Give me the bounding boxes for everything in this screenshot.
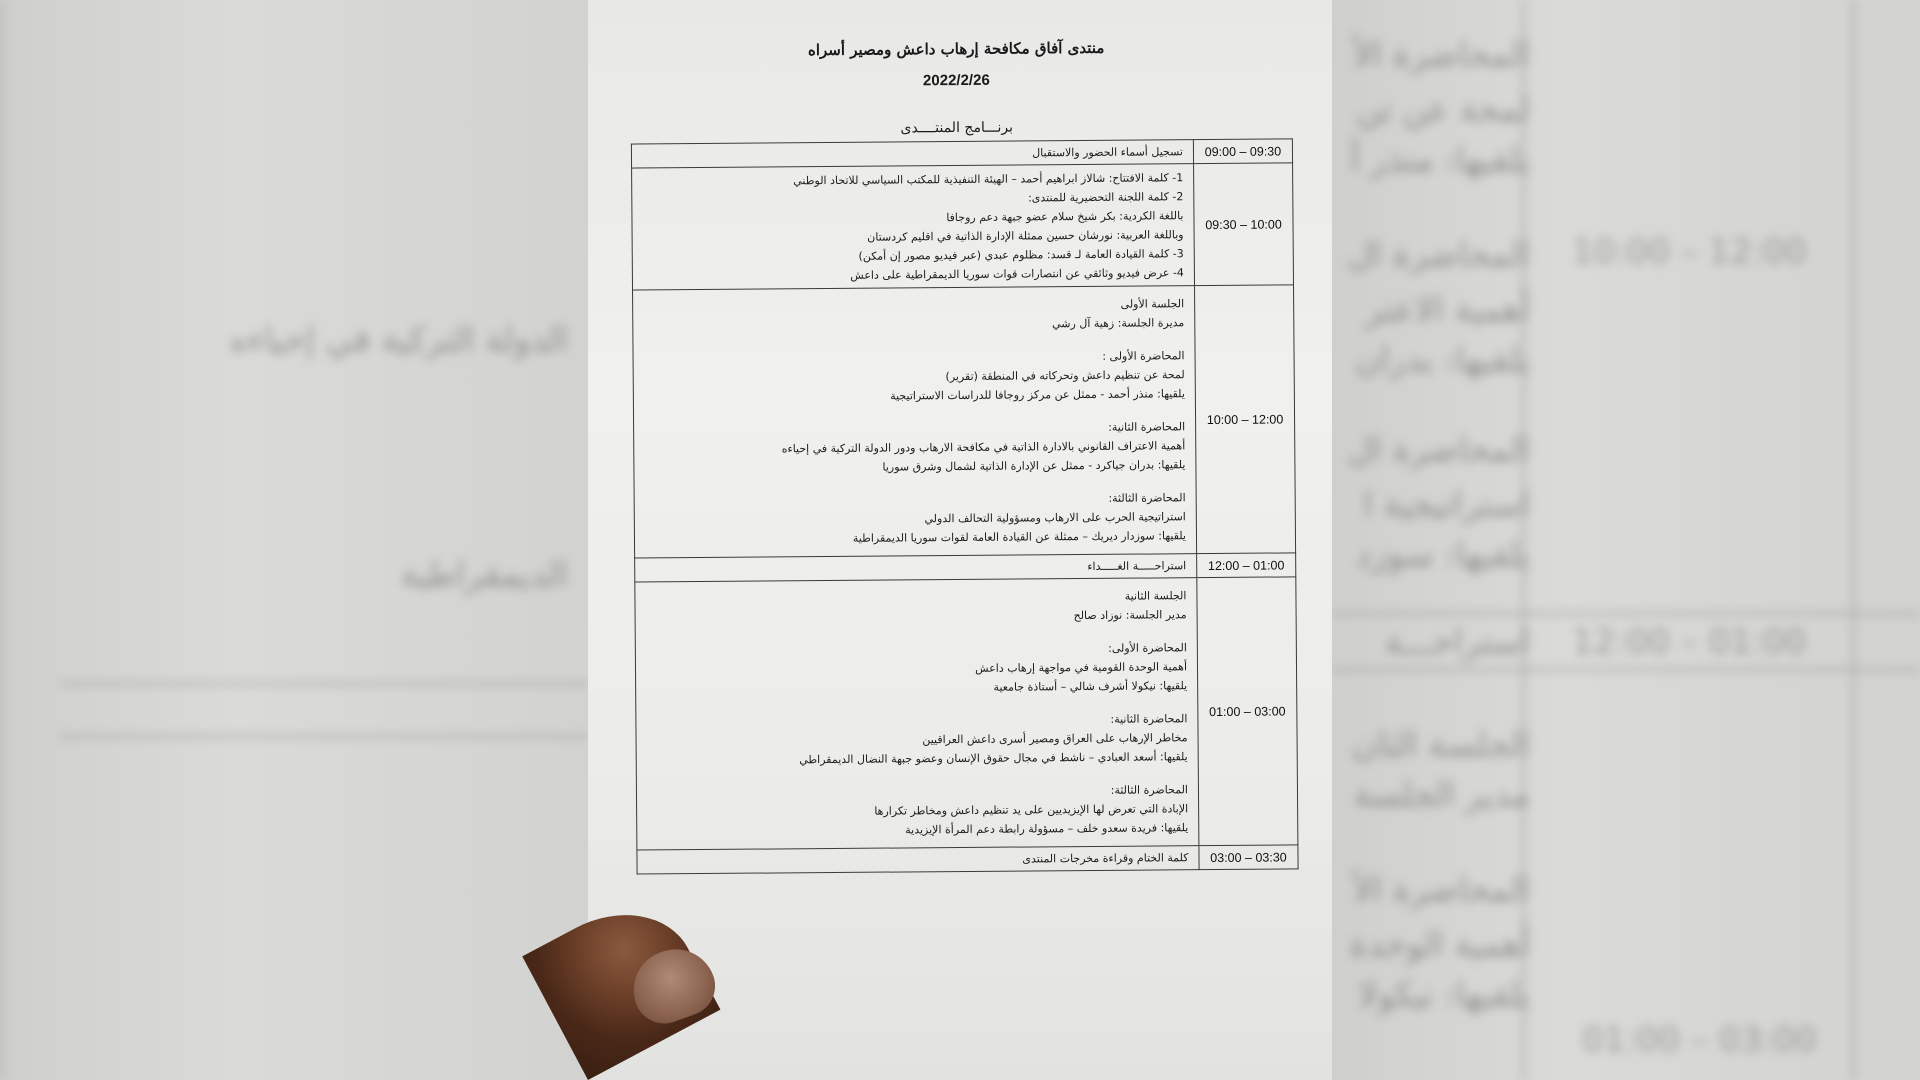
content-line: استراحـــــة الغـــــداء <box>1087 559 1187 574</box>
content-line: يلقيها: أسعد العبادي – ناشط في مجال حقوق الإنسان وعضو جبهة النضال الديمقراطي <box>799 750 1188 767</box>
background-table-line <box>60 735 588 738</box>
background-text: استراحـــة <box>1384 622 1530 662</box>
program-document <box>588 0 1332 1080</box>
content-line: تسجيل أسماء الحضور والاستقبال <box>1032 145 1184 160</box>
document-title: منتدى آفاق مكافحة إرهاب داعش ومصير أسراه <box>807 38 1105 60</box>
document-date: 2022/2/26 <box>922 71 990 90</box>
content-line: يلقيها: منذر أحمد - ممثل عن مركز روجافا للدراسات الاستراتيجية <box>890 387 1185 403</box>
content-line: 1- كلمة الافتتاح: شالاز ابراهيم أحمد – الهيئة التنفيذية للمكتب السياسي للاتحاد الوطني <box>793 170 1184 187</box>
content-line: مدير الجلسة: نوزاد صالح <box>1073 608 1187 623</box>
background-text: الجلسة الثان <box>1352 725 1530 765</box>
content-cell <box>637 846 1199 874</box>
content-line: مخاطر الإرهاب على العراق ومصير أسرى داعش العراقيين <box>922 731 1188 747</box>
lecture-heading: المحاضرة الثالثة: <box>1110 783 1189 797</box>
background-text: مدير الجلسة <box>1353 775 1530 815</box>
lecture-heading: المحاضرة الأولى: <box>1108 641 1187 655</box>
background-text: استراتيجية ا <box>1363 485 1530 525</box>
content-line: استراتيجية الحرب على الارهاب ومسؤولية التحالف الدولي <box>924 510 1186 526</box>
content-line: 3- كلمة القيادة العامة لـ قسد: مظلوم عبدي (عبر فيديو مصور إن أمكن) <box>858 246 1184 263</box>
blurred-background-left <box>0 0 588 1080</box>
time-cell: 12:00 – 01:00 <box>1197 553 1296 578</box>
schedule-row <box>635 577 1298 850</box>
background-table-line <box>0 0 3 1080</box>
session-heading: الجلسة الثانية <box>1124 589 1187 603</box>
content-line: 4- عرض فيديو وثائقي عن انتصارات قوات سوريا الديمقراطية على داعش <box>850 265 1184 282</box>
background-text: الديمقراطية <box>400 555 568 595</box>
background-time: 01:00 – 03:00 <box>1582 1020 1817 1060</box>
content-line: وباللغة العربية: نورشان حسين ممثلة الإدارة الذاتية في اقليم كردستان <box>867 227 1184 244</box>
background-text: المحاضرة ال <box>1347 430 1530 470</box>
background-table-line <box>1852 0 1855 1080</box>
background-time: 12:00 – 01:00 <box>1572 622 1807 662</box>
blurred-background-right <box>1332 0 1920 1080</box>
time-cell: 10:00 – 12:00 <box>1195 285 1296 554</box>
program-paper <box>588 0 1332 1080</box>
background-text: يلقيها: سوزد <box>1355 535 1530 575</box>
content-line: يلقيها: سوزدار ديريك – ممثلة عن القيادة العامة لقوات سوريا الديمقراطية <box>852 529 1187 545</box>
content-line: 2- كلمة اللجنة التحضيرية للمنتدى: <box>1027 189 1184 204</box>
session-heading: الجلسة الأولى <box>1120 297 1185 311</box>
background-table-line <box>60 682 588 685</box>
time-cell: 03:00 – 03:30 <box>1199 845 1298 870</box>
background-text: الدولة التركية في إحياءه <box>229 320 568 360</box>
background-text: لمحة عن تن <box>1356 90 1530 130</box>
content-line: أهمية الوحدة القومية في مواجهة إرهاب داعش <box>975 660 1188 675</box>
lecture-heading: المحاضرة الثالثة: <box>1108 491 1186 505</box>
content-line: مديرة الجلسة: زهية آل رشي <box>1052 316 1185 331</box>
lecture-heading: المحاضرة الثانية: <box>1108 420 1186 434</box>
lecture-heading: المحاضرة الأولى : <box>1102 349 1185 363</box>
content-cell <box>635 578 1199 850</box>
background-time: 10:00 – 12:00 <box>1572 232 1807 272</box>
background-table-line <box>1332 612 1920 615</box>
content-line: يلقيها: نيكولا أشرف شالي – أستاذة جامعية <box>993 679 1188 694</box>
background-text: أهمية الوحدة <box>1349 925 1530 965</box>
background-text: المحاضرة الأ <box>1353 870 1530 910</box>
background-text: المحاضرة ال <box>1347 235 1530 275</box>
content-line: كلمة الختام وقراءة مخرجات المنتدى <box>1022 851 1189 866</box>
background-text: المحاضرة الأ <box>1353 35 1530 75</box>
time-cell: 09:30 – 10:00 <box>1194 163 1294 286</box>
background-text: يلقيها: نيكولا <box>1358 975 1530 1015</box>
content-line: أهمية الاعتراف القانوني بالادارة الذاتية في مكافحة الارهاب ودور الدولة التركية في إحياءه <box>781 439 1186 456</box>
content-line: الإبادة التي تعرض لها الإيزيديين على يد تنظيم داعش ومخاطر تكرارها <box>874 802 1189 818</box>
content-line: يلقيها: بدران جياكرد - ممثل عن الإدارة الذاتية لشمال وشرق سوريا <box>882 458 1186 474</box>
schedule-row <box>637 845 1298 874</box>
content-cell <box>632 164 1195 290</box>
background-table-line <box>1332 668 1920 671</box>
lecture-heading: المحاضرة الثانية: <box>1110 712 1188 726</box>
background-text: أهمية الاعتر <box>1365 290 1530 330</box>
content-cell <box>633 286 1197 558</box>
background-text: يلقيها: بدران <box>1355 340 1530 380</box>
time-cell: 01:00 – 03:00 <box>1197 577 1298 846</box>
schedule-row <box>632 163 1294 290</box>
program-heading: برنـــامج المنتــــدى <box>900 119 1014 137</box>
time-cell: 09:00 – 09:30 <box>1193 139 1292 164</box>
schedule-row <box>633 285 1296 558</box>
content-line: باللغة الكردية: بكر شيخ سلام عضو جبهة دعم روجافا <box>946 208 1184 224</box>
background-text: يلقيها: منذر أ <box>1350 140 1530 180</box>
content-line: يلقيها: فريدة سعدو خلف – مسؤولة رابطة دعم المرأة الإيزيدية <box>905 821 1189 837</box>
schedule-table <box>631 138 1299 874</box>
content-line: لمحة عن تنظيم داعش وتحركاته في المنطقة (تقرير) <box>945 368 1185 384</box>
